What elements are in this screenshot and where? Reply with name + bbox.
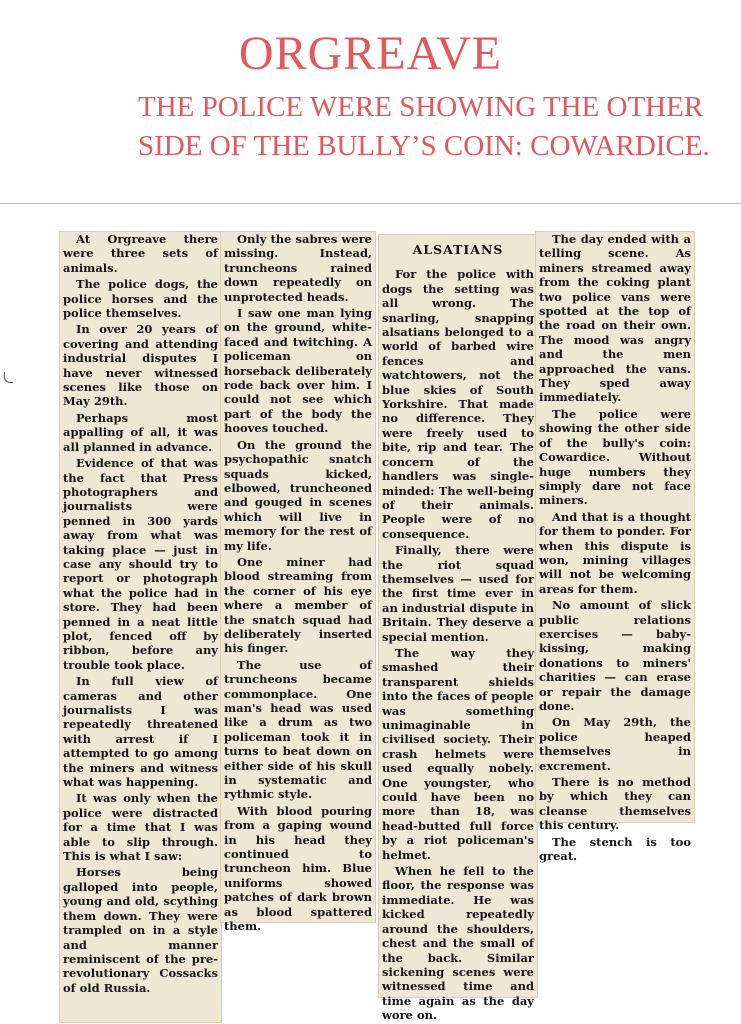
paragraph: On May 29th, the police heaped themselves in excrement.: [539, 715, 691, 773]
article-subtitle: THE POLICE WERE SHOWING THE OTHER SIDE OF THE BULLY’S COIN: COWARDICE.: [138, 91, 710, 162]
paragraph: No amount of slick public relations exercises — baby-kissing, making donations to miners' charities — can erase or repair the damage done.: [539, 598, 691, 713]
paragraph: For the police with dogs the setting was all wrong. The snarling, snapping alsatians belonged to a world of barbed wire fences and watchtowers, not the blue skies of South Yorkshire. That made no difference. They were freely used to bite, rip and tear. The concern of the handlers was single-minded: The well-being of their animals. People were of no consequence.: [382, 267, 534, 541]
header-panel: [0, 0, 741, 205]
paragraph: Finally, there were the riot squad themselves — used for the first time ever in an industrial dispute in Britain. They deserve a special mention.: [382, 543, 534, 644]
paragraph: With blood pouring from a gaping wound in his head they continued to truncheon him. Blue uniforms showed patches of dark brown as blood spattered them.: [224, 803, 372, 934]
column-1: [59, 231, 222, 1023]
column-3: [378, 234, 538, 1023]
paragraph: At Orgreave there were three sets of animals.: [63, 232, 218, 275]
paragraph: It was only when the police were distracted for a time that I was able to slip through. This is what I saw:: [63, 791, 218, 864]
paragraph: Only the sabres were missing. Instead, truncheons rained down repeatedly on unprotected heads.: [224, 232, 372, 304]
paragraph: The police were showing the other side of the bully's coin: Cowardice. Without huge numbers they simply dare not face miners.: [539, 406, 691, 508]
section-heading: ALSATIANS: [412, 242, 504, 257]
article-title: ORGREAVE: [238, 27, 503, 80]
column-4: [535, 231, 695, 864]
paragraph: The day ended with a telling scene. As miners streamed away from the coking plant two police vans were spotted at the top of the road on their own. The mood was angry and the men approached the vans. They sped away immediately.: [539, 232, 691, 405]
margin-pencil-mark: [4, 372, 13, 383]
paragraph: Perhaps most appalling of all, it was all planned in advance.: [63, 410, 218, 454]
paragraph: The way they smashed their transparent shields into the faces of people was something unimaginable in civilised society. Their crash helmets were used equally nobely. One youngster, who could have been no more than 18, was head-butted full force by a riot policeman's helmet.: [382, 645, 534, 862]
column-2: [220, 231, 376, 934]
paragraph: On the ground the psychopathic snatch squads kicked, elbowed, truncheoned and gouged in scenes which will live in memory for the rest of my life.: [224, 437, 372, 553]
paragraph: Horses being galloped into people, young and old, scything them down. They were trampled on in a style and manner reminiscent of the pre-revolutionary Cossacks of old Russia.: [63, 865, 218, 995]
paragraph: Evidence of that was the fact that Press photographers and journalists were penned in 300 yards away from what was taking place — just in case any should try to report or photograph what the police had in store. They had been penned in a neat little plot, fenced off by ribbon, before any trouble took place.: [63, 456, 218, 672]
paragraph: The stench is too great.: [539, 834, 691, 864]
paragraph: I saw one man lying on the ground, white-faced and twitching. A policeman on horseback deliberately rode back over him. I could not see which part of the body the hooves touched.: [224, 306, 372, 436]
paragraph: In full view of cameras and other journalists I was repeatedly threatened with arrest if I attempted to go among the miners and witness what was happening.: [63, 674, 218, 790]
paragraph: In over 20 years of covering and attending industrial disputes I have never witnessed scenes like those on May 29th.: [63, 322, 218, 409]
paragraph: And that is a thought for them to ponder. For when this dispute is won, mining villages will not be welcoming areas for them.: [539, 509, 691, 596]
paragraph: The use of truncheons became commonplace. One man's head was used like a drum as two policeman took it in turns to beat down on either side of his skull in systematic and rythmic style.: [224, 657, 372, 802]
paragraph: There is no method by which they can cleanse themselves this century.: [539, 775, 691, 833]
paragraph: One miner had blood streaming from the corner of his eye where a member of the snatch squad had deliberately inserted his finger.: [224, 554, 372, 656]
paragraph: The police dogs, the police horses and the police themselves.: [63, 277, 218, 321]
header-divider: [0, 203, 741, 204]
paragraph: When he fell to the floor, the response was immediate. He was kicked repeatedly around the shoulders, chest and the small of the back. Similar sickening scenes were witnessed time and time again as the day wore on.: [382, 864, 534, 1023]
